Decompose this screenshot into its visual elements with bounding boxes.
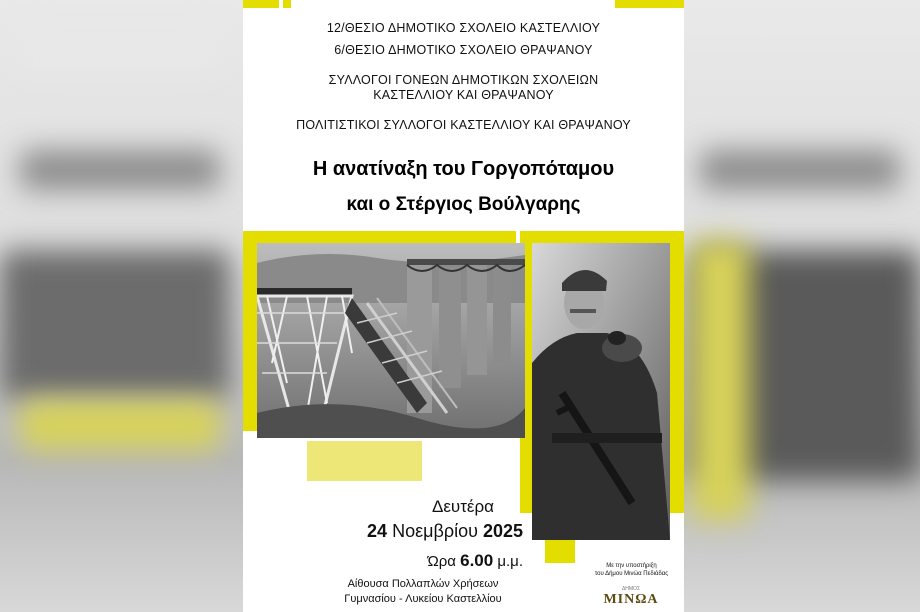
blur-shape	[700, 150, 900, 190]
blur-shape	[0, 250, 230, 400]
top-accent-bar	[243, 0, 279, 8]
event-venue-line-1: Αίθουσα Πολλαπλών Χρήσεων	[347, 578, 499, 590]
event-date-year: 2025	[482, 521, 523, 541]
sponsor-line-2: του Δήμου Μινώα Πεδιάδας	[594, 571, 669, 577]
title-line-1: Η ανατίναξη του Γοργοπόταμου	[312, 158, 615, 180]
blur-shape	[20, 30, 220, 70]
logo-small-text: ΔΗΜΟΣ	[621, 586, 641, 592]
event-time-value: 6.00	[460, 551, 494, 570]
event-venue-line-2: Γυμνασίου - Λυκείου Καστελλίου	[344, 593, 502, 605]
municipality-logo	[601, 586, 661, 612]
logo-main-text: ΜΙΝΩΑ	[603, 592, 659, 607]
organizer-line: 12/ΘΕΣΙΟ ΔΗΜΟΤΙΚΟ ΣΧΟΛΕΙΟ ΚΑΣΤΕΛΛΙΟΥ	[326, 21, 601, 35]
event-date-number: 24	[367, 521, 388, 541]
event-poster	[243, 0, 684, 612]
blur-shape	[20, 150, 220, 190]
blur-shape	[690, 240, 750, 520]
event-time-suffix: μ.μ.	[497, 553, 523, 570]
yellow-block	[307, 441, 422, 481]
event-day: Δευτέρα	[431, 497, 495, 516]
soldier-portrait-image	[532, 243, 670, 540]
organizer-line: ΚΑΣΤΕΛΛΙΟΥ ΚΑΙ ΘΡΑΨΑΝΟΥ	[373, 88, 554, 102]
top-accent-bar	[283, 0, 291, 8]
event-date-month: Νοεμβρίου	[392, 521, 478, 541]
organizer-line: ΣΥΛΛΟΓΟΙ ΓΟΝΕΩΝ ΔΗΜΟΤΙΚΩΝ ΣΧΟΛΕΙΩΝ	[328, 73, 599, 87]
bridge-photo-image	[257, 243, 525, 438]
sponsor-line-1: Με την υποστήριξη	[606, 563, 657, 569]
event-time	[343, 551, 523, 571]
organizer-line: 6/ΘΕΣΙΟ ΔΗΜΟΤΙΚΟ ΣΧΟΛΕΙΟ ΘΡΑΨΑΝΟΥ	[334, 43, 593, 57]
soldier-portrait-photo	[532, 243, 670, 540]
event-time-label: Ώρα	[427, 553, 456, 570]
title-line-2: και ο Στέργιος Βούλγαρης	[346, 194, 581, 215]
event-date	[273, 521, 523, 542]
top-accent-bar	[615, 0, 684, 8]
organizer-line: ΠΟΛΙΤΙΣΤΙΚΟΙ ΣΥΛΛΟΓΟΙ ΚΑΣΤΕΛΛΙΟΥ ΚΑΙ ΘΡΑΨΑΝΟΥ	[296, 118, 631, 132]
blur-shape	[20, 400, 220, 450]
bridge-photo	[257, 243, 525, 438]
